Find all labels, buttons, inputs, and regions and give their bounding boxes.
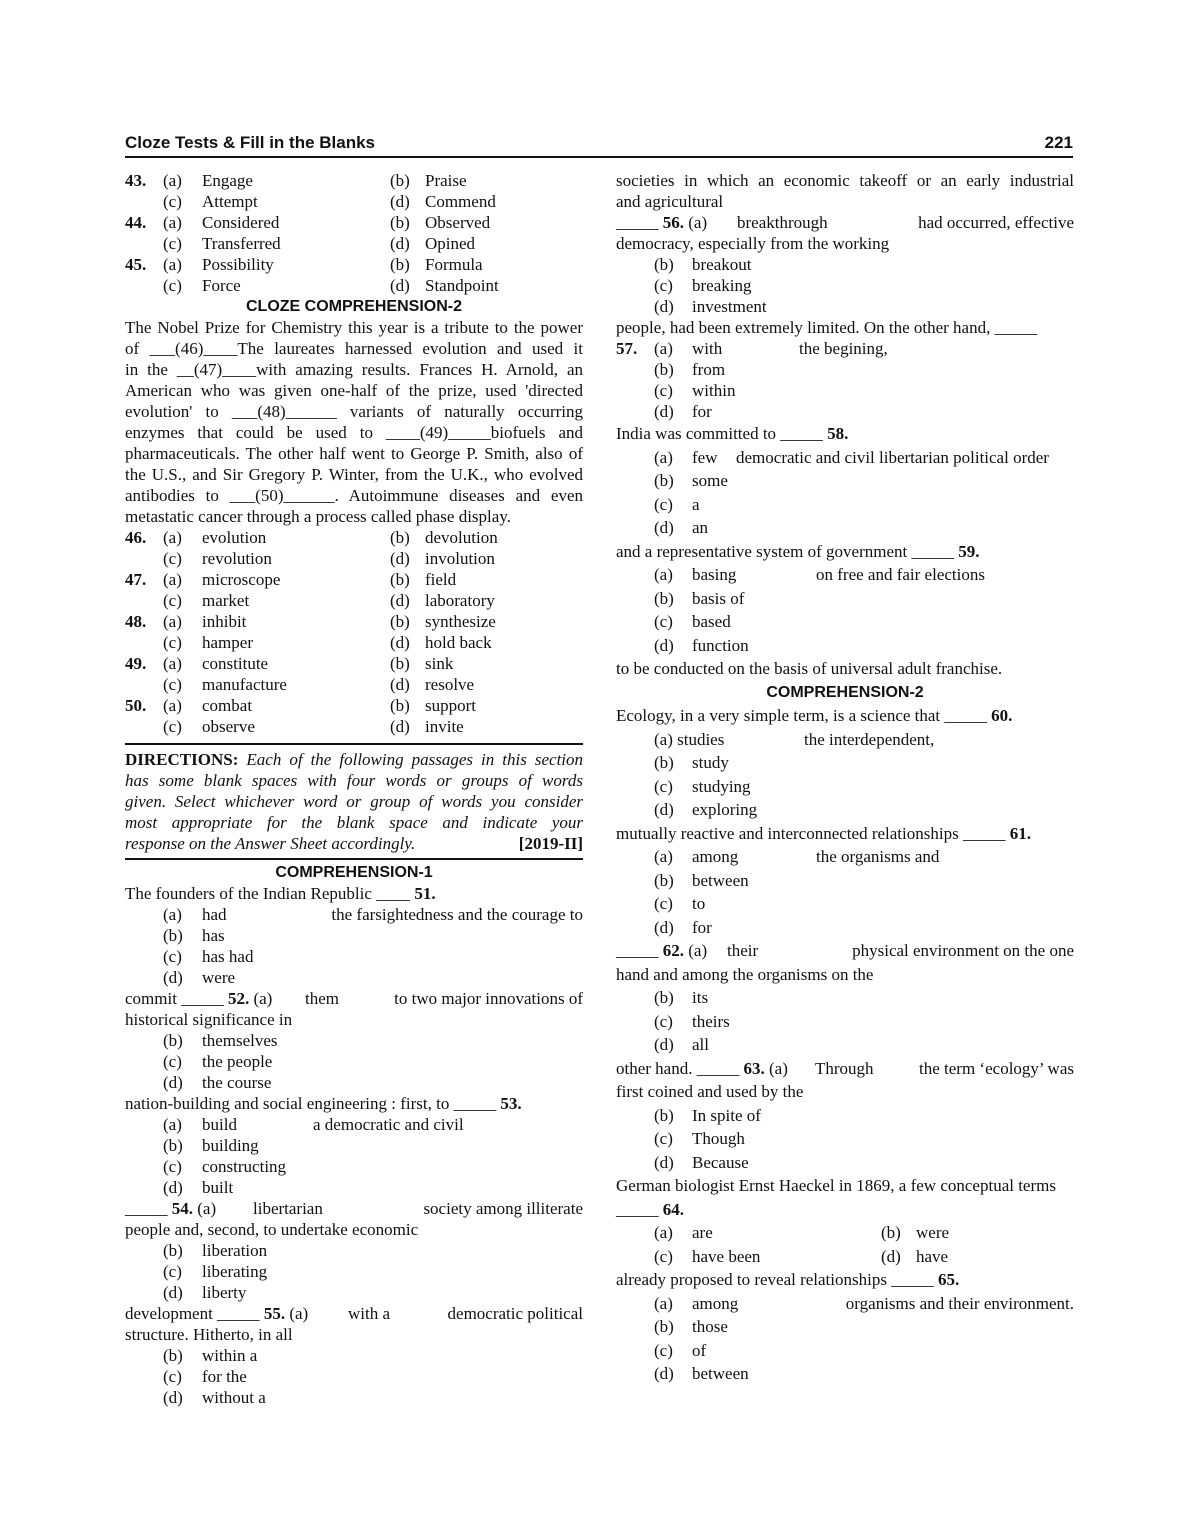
cloze-55-option-c: (c) for the (163, 1367, 247, 1386)
cloze-65-option-d: (d) between (654, 1364, 749, 1383)
page-number: 221 (1044, 133, 1073, 152)
cloze-62-option-b: (b) its (654, 988, 709, 1007)
passage-line: antibodies to ___(50)______. Autoimmune diseases and even (125, 486, 583, 505)
cloze-58-option-a: (a) few democratic and civil libertarian political order (654, 447, 1049, 467)
cloze-60-option-b: (b) study (654, 753, 729, 772)
section-title-comprehension-2: COMPREHENSION-2 (766, 683, 924, 701)
cloze-53-option-b: (b) building (163, 1136, 259, 1155)
divider (125, 743, 583, 745)
cloze-58-line: India was committed to _____ 58. (616, 424, 849, 443)
cloze-56-option-b: (b) breakout (654, 255, 752, 274)
directions-line: given. Select whichever word or group of words you consider (125, 792, 583, 811)
divider (125, 858, 583, 860)
cloze-53-option-d: (d) built (163, 1178, 234, 1197)
cloze-63-line2: first coined and used by the (616, 1082, 804, 1101)
question-47-row2: (c) market (d) laboratory (163, 591, 495, 610)
cloze-63-option-d: (d) Because (654, 1152, 749, 1172)
question-44-row1: 44. (a) Considered (b) Observed (125, 213, 491, 232)
cloze-64-options-row1: (a) are (b) were (654, 1223, 950, 1242)
cloze-54-option-c: (c) liberating (163, 1262, 268, 1281)
section-title-comprehension-1: COMPREHENSION-1 (275, 864, 433, 881)
question-47-row1: 47. (a) microscope (b) field (125, 570, 457, 589)
cloze-63-line: other hand. _____ 63. (a) Through the term ‘ecology’ was (616, 1058, 1074, 1078)
cloze-62-option-d: (d) all (654, 1035, 709, 1054)
section-title-cloze-2: CLOZE COMPREHENSION-2 (245, 298, 462, 315)
cloze-55-option-d: (d) without a (163, 1388, 266, 1407)
question-50-row2: (c) observe (d) invite (163, 717, 464, 736)
cloze-60-option-c: (c) studying (654, 776, 751, 796)
cloze-59-option-c: (c) based (654, 612, 731, 631)
header-title: Cloze Tests & Fill in the Blanks (125, 133, 376, 152)
cloze-57-line: people, had been extremely limited. On the other hand, _____ (616, 318, 1038, 337)
question-49-row1: 49. (a) constitute (b) sink (125, 654, 454, 673)
question-45-row1: 45. (a) Possibility (b) Formula (125, 255, 483, 274)
cloze-52-option-d: (d) the course (163, 1073, 272, 1092)
cloze-51-option-b: (b) has (163, 926, 225, 945)
cloze-55-option-b: (b) within a (163, 1346, 258, 1365)
cloze-54-line2: people and, second, to undertake economic (125, 1220, 419, 1239)
cloze-64-line: German biologist Ernst Haeckel in 1869, a few conceptual terms (616, 1176, 1056, 1195)
question-44-row2: (c) Transferred (d) Opined (163, 234, 476, 253)
passage-line: societies in which an economic takeoff or an early industrial (616, 171, 1074, 190)
cloze-51-option-d: (d) were (163, 968, 236, 987)
passage-line: of ___(46)____The laureates harnessed evolution and used it (125, 339, 583, 358)
cloze-55-line: development _____ 55. (a) with a democratic political (125, 1304, 583, 1323)
cloze-51-option-c: (c) has had (163, 947, 254, 966)
cloze-65-option-a: (a) among organisms and their environment. (654, 1293, 1074, 1313)
cloze-59-option-b: (b) basis of (654, 588, 745, 608)
passage-line: the U.S., and Sir Gregory P. Winter, from the U.K., who evolved (125, 465, 583, 484)
cloze-62-option-c: (c) theirs (654, 1011, 730, 1031)
cloze-58-option-c: (c) a (654, 494, 700, 514)
cloze-59-line: and a representative system of government _____ 59. (616, 541, 980, 561)
cloze-57-option-c: (c) within (654, 381, 736, 400)
cloze-54-line: _____ 54. (a) libertarian society among illiterate (125, 1199, 583, 1218)
directions-line: DIRECTIONS: Each of the following passages in this section (125, 750, 584, 769)
passage-line: evolution' to ___(48)______ variants of naturally occurring (125, 402, 583, 421)
passage-line: American who was given one-half of the prize, used 'directed (125, 381, 583, 400)
cloze-59-post: to be conducted on the basis of universal adult franchise. (616, 659, 1003, 678)
cloze-56-option-d: (d) investment (654, 297, 767, 316)
passage-line: and agricultural (616, 192, 724, 211)
cloze-53-option-c: (c) constructing (163, 1157, 287, 1176)
passage-line: metastatic cancer through a process called phase display. (125, 507, 511, 526)
cloze-57-option-d: (d) for (654, 402, 712, 421)
cloze-52-line2: historical significance in (125, 1010, 293, 1029)
cloze-52-option-b: (b) themselves (163, 1031, 278, 1050)
cloze-61-option-a: (a) among the organisms and (654, 847, 940, 866)
cloze-54-option-d: (d) liberty (163, 1283, 247, 1302)
question-46-row2: (c) revolution (d) involution (163, 549, 495, 568)
cloze-64-blank: _____ 64. (616, 1199, 684, 1219)
directions-block (125, 749, 583, 854)
cloze-60-line: Ecology, in a very simple term, is a science that _____ 60. (616, 706, 1013, 725)
cloze-62-line: _____ 62. (a) their physical environment on the one (616, 941, 1074, 960)
cloze-57-option-b: (b) from (654, 360, 726, 379)
exam-tag: [2019-II] (518, 834, 583, 853)
cloze-53-line: nation-building and social engineering : first, to _____ 53. (125, 1094, 522, 1113)
cloze-52-line: commit _____ 52. (a) them to two major innovations of (125, 989, 583, 1008)
cloze-61-option-b: (b) between (654, 870, 749, 890)
question-50-row1: 50. (a) combat (b) support (125, 696, 476, 715)
cloze-65-line: already proposed to reveal relationships _____ 65. (616, 1270, 960, 1289)
question-48-row2: (c) hamper (d) hold back (163, 633, 492, 652)
cloze-61-option-c: (c) to (654, 894, 706, 913)
cloze-61-line: mutually reactive and interconnected relationships _____ 61. (616, 823, 1031, 843)
left-column (125, 170, 583, 1408)
question-43-row2: (c) Attempt (d) Commend (163, 192, 496, 211)
cloze-61-option-d: (d) for (654, 917, 712, 937)
passage-line: enzymes that could be used to ____(49)_____biofuels and (125, 423, 583, 442)
question-43-row1: 43. (a) Engage (b) Praise (125, 171, 467, 190)
question-45-row2: (c) Force (d) Standpoint (163, 276, 499, 295)
passage-line: in the __(47)____with amazing results. Frances H. Arnold, an (125, 360, 583, 379)
cloze-63-option-b: (b) In spite of (654, 1105, 761, 1125)
cloze-58-option-d: (d) an (654, 518, 709, 537)
directions-line: has some blank spaces with four words or groups of words (125, 771, 583, 790)
passage-line: pharmaceuticals. The other half went to George P. Smith, also of (125, 444, 583, 463)
cloze-56-line: _____ 56. (a) breakthrough had occurred, effective (616, 213, 1074, 232)
question-48-row1: 48. (a) inhibit (b) synthesize (125, 612, 496, 631)
cloze-58-option-b: (b) some (654, 471, 728, 490)
cloze-63-option-c: (c) Though (654, 1129, 745, 1148)
cloze-59-option-d: (d) function (654, 635, 749, 655)
cloze-52-option-c: (c) the people (163, 1052, 273, 1071)
cloze-65-option-c: (c) of (654, 1340, 707, 1360)
page-header (125, 132, 1073, 158)
cloze-65-option-b: (b) those (654, 1317, 728, 1336)
cloze-62-line2: hand and among the organisms on the (616, 964, 874, 984)
passage-line: The Nobel Prize for Chemistry this year is a tribute to the power (125, 318, 583, 337)
cloze-60-option-a: (a) studies the interdependent, (654, 729, 935, 749)
cloze-53-option-a: (a) build a democratic and civil (163, 1115, 464, 1134)
cloze-51-line: The founders of the Indian Republic ____ 51. (125, 884, 436, 903)
right-column (616, 170, 1074, 1386)
directions-line: most appropriate for the blank space and indicate your (125, 813, 583, 832)
cloze-57-option-a: 57. (a) with the begining, (616, 339, 888, 358)
cloze-60-option-d: (d) exploring (654, 800, 758, 819)
directions-line: response on the Answer Sheet accordingly. [2019-II] (125, 834, 583, 853)
cloze-59-option-a: (a) basing on free and fair elections (654, 565, 985, 584)
cloze-56-option-c: (c) breaking (654, 276, 752, 295)
cloze-64-options-row2: (c) have been (d) have (654, 1246, 949, 1266)
question-49-row2: (c) manufacture (d) resolve (163, 675, 475, 694)
question-46-row1: 46. (a) evolution (b) devolution (125, 528, 498, 547)
cloze-51-option-a: (a) had the farsightedness and the courage to (163, 905, 583, 924)
cloze-55-line2: structure. Hitherto, in all (125, 1325, 293, 1344)
cloze-56-line2: democracy, especially from the working (616, 234, 890, 253)
cloze-54-option-b: (b) liberation (163, 1241, 268, 1260)
